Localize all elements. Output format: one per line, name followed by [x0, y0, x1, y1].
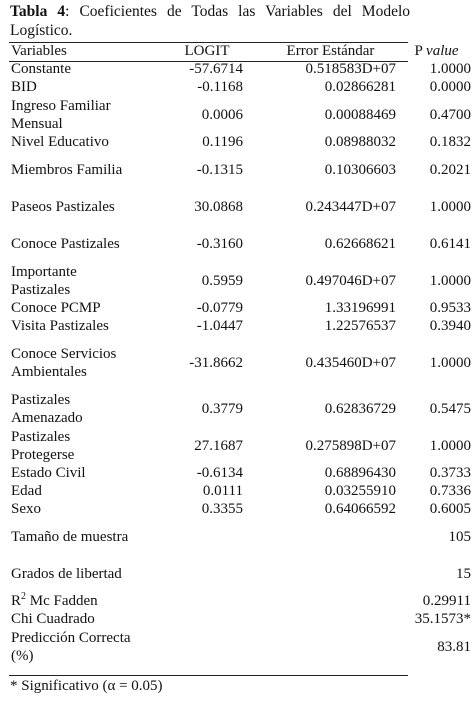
variable-name: Conoce PCMP — [11, 300, 101, 317]
error-value: 0.03255910 — [324, 483, 396, 500]
p-value: 0.3733 — [429, 465, 471, 482]
header-row — [9, 43, 472, 61]
bottom-rule — [9, 675, 408, 676]
stat-value: 105 — [448, 528, 471, 545]
coefficients-table — [9, 43, 472, 666]
p-value: 0.5475 — [429, 400, 471, 417]
error-value: 0.62668621 — [324, 235, 396, 252]
error-value: 0.243447D+07 — [305, 198, 396, 215]
logit-value: -0.6134 — [196, 465, 243, 482]
variable-name: Pastizales Amenazado — [11, 392, 83, 426]
footnote: * Significativo (α = 0.05) — [10, 678, 163, 694]
logit-value: -57.6714 — [189, 61, 243, 78]
variable-name: Visita Pastizales — [11, 318, 109, 335]
caption-text: : Coeficientes de Todas las Variables del Modelo Logístico. — [10, 3, 411, 39]
header-variables: Variables — [11, 43, 67, 60]
stats-row-prediction — [9, 629, 472, 666]
table-row — [9, 391, 472, 428]
stat-value: 15 — [456, 565, 471, 582]
variable-name: Sexo — [11, 501, 41, 518]
logit-value: -0.1315 — [196, 161, 243, 178]
stats-row-r2 — [9, 593, 472, 611]
p-value: 0.4700 — [429, 106, 471, 123]
header-p-value: P value — [414, 43, 459, 60]
logit-value: 27.1687 — [194, 437, 243, 454]
variable-name: Ingreso Familiar Mensual — [11, 98, 111, 132]
stat-label: $R^2$ Mc Fadden — [11, 591, 98, 610]
logit-value: 0.5959 — [201, 272, 243, 289]
p-value: 1.0000 — [429, 198, 471, 215]
error-value: 0.02866281 — [324, 79, 396, 96]
table-row — [9, 318, 472, 336]
table-label: Tabla 4 — [10, 3, 66, 20]
p-value: 0.2021 — [429, 161, 471, 178]
variable-name: Conoce Pastizales — [11, 235, 120, 252]
logit-value: 0.3355 — [201, 501, 243, 518]
logit-value: 30.0868 — [194, 198, 243, 215]
table-caption — [10, 2, 410, 40]
error-value: 0.10306603 — [324, 161, 396, 178]
stat-value: 83.81 — [437, 638, 471, 655]
table-row — [9, 483, 472, 501]
p-value: 0.0000 — [429, 79, 471, 96]
logit-value: -0.3160 — [196, 235, 243, 252]
table-row — [9, 428, 472, 465]
p-value: 1.0000 — [429, 61, 471, 78]
error-value: 0.64066592 — [324, 501, 396, 518]
logit-value: 0.3779 — [201, 400, 243, 417]
table-row — [9, 79, 472, 97]
table-row — [9, 97, 472, 134]
stat-value: 35.1573* — [414, 611, 471, 628]
variable-name: Nivel Educativo — [11, 134, 109, 151]
error-value: 0.00088469 — [324, 106, 396, 123]
variable-name: Pastizales Protegerse — [11, 429, 75, 463]
p-value: 1.0000 — [429, 272, 471, 289]
error-value: 0.08988032 — [324, 134, 396, 151]
stat-label: Chi Cuadrado — [11, 611, 95, 628]
table-row — [9, 134, 472, 152]
stat-label: Grados de libertad — [11, 565, 122, 582]
stat-value: 0.29911 — [422, 593, 471, 610]
logit-value: -0.0779 — [196, 300, 243, 317]
error-value: 0.62836729 — [324, 400, 396, 417]
p-value: 0.7336 — [429, 483, 471, 500]
variable-name: Miembros Familia — [11, 161, 123, 178]
stat-label: Predicción Correcta (%) — [11, 630, 131, 664]
variable-name: BID — [11, 79, 37, 96]
table-row — [9, 501, 472, 519]
logit-value: -0.1168 — [197, 79, 243, 96]
table-row — [9, 263, 472, 300]
stat-label: Tamaño de muestra — [11, 528, 129, 545]
p-value: 0.3940 — [429, 318, 471, 335]
stats-row-sample-size — [9, 519, 472, 556]
error-value: 0.518583D+07 — [305, 61, 396, 78]
logit-value: -1.0447 — [196, 318, 243, 335]
header-logit: LOGIT — [184, 43, 230, 60]
table-row — [9, 465, 472, 483]
table-row — [9, 226, 472, 263]
error-value: 1.33196991 — [324, 300, 396, 317]
p-value: 0.9533 — [429, 300, 471, 317]
p-value: 0.1832 — [429, 134, 471, 151]
error-value: 0.275898D+07 — [305, 437, 396, 454]
variable-name: Constante — [11, 61, 71, 78]
p-value: 1.0000 — [429, 354, 471, 371]
logit-value: 0.0111 — [202, 483, 243, 500]
error-value: 0.68896430 — [324, 465, 396, 482]
variable-name: Estado Civil — [11, 465, 86, 482]
table-row — [9, 189, 472, 226]
variable-name: Conoce Servicios Ambientales — [11, 346, 117, 380]
p-value: 1.0000 — [429, 437, 471, 454]
error-value: 1.22576537 — [324, 318, 396, 335]
stats-row-degrees-freedom — [9, 556, 472, 593]
table-row — [9, 152, 472, 189]
p-value: 0.6005 — [429, 501, 471, 518]
variable-name: Importante Pastizales — [11, 264, 77, 298]
table-row — [9, 300, 472, 318]
table-row — [9, 61, 472, 79]
logit-value: 0.0006 — [201, 106, 243, 123]
variable-name: Paseos Pastizales — [11, 198, 115, 215]
logit-value: 0.1196 — [202, 134, 243, 151]
stats-row-chi-square — [9, 611, 472, 629]
table-row — [9, 336, 472, 391]
header-error: Error Estándar — [286, 43, 375, 60]
error-value: 0.435460D+07 — [305, 354, 396, 371]
logit-value: -31.8662 — [189, 354, 243, 371]
variable-name: Edad — [11, 483, 42, 500]
error-value: 0.497046D+07 — [305, 272, 396, 289]
p-value: 0.6141 — [429, 235, 471, 252]
